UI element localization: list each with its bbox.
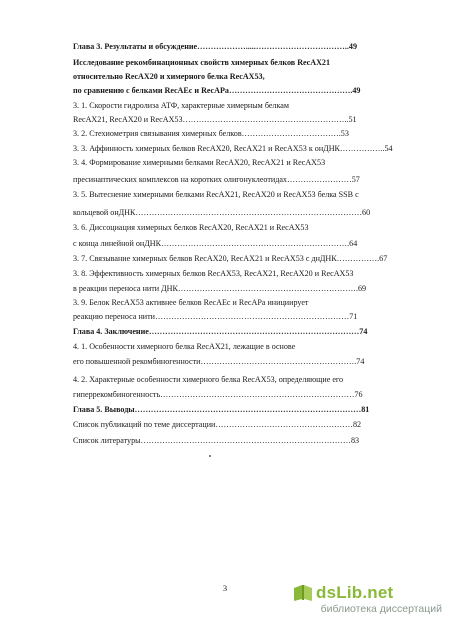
toc-entry: с конца линейной онДНК…………………………………………………………….64 xyxy=(73,239,358,248)
toc-entry: 3. 4. Формирование химерными белками RecAX20, RecAX21 и RecAX53 xyxy=(73,158,326,167)
toc-entry: 4. 2. Характерные особенности химерного белка RecAX53, определяющие его xyxy=(73,375,344,384)
toc-entry: Исследование рекомбинационных свойств химерных белков RecAX21 xyxy=(73,58,331,67)
toc-entry: Список публикаций по теме диссертации……………………………………………82 xyxy=(73,420,362,429)
toc-entry: 3. 1. Скорости гидролиза АТФ, характерные химерным белкам xyxy=(73,101,289,110)
toc-entry: по сравнению с белками RecAEc и RecAPa……………………………………….49 xyxy=(73,86,361,95)
toc-entry: 3. 7. Связывание химерных белков RecAX20, RecAX21 и RecAX53 с днДНК…………….67 xyxy=(73,254,388,263)
toc-entry: его повышенной рекомбиногенности………………………………………………….74 xyxy=(73,357,365,366)
toc-entry: 4. 1. Особенности химерного белка RecAX21, лежащие в основе xyxy=(73,342,296,351)
dslib-logo-icon xyxy=(292,584,314,602)
toc-entry: Глава 4. Заключение……………………………………………………………………74 xyxy=(73,327,368,336)
toc-entry: кольцевой онДНК…………………………………………………………………………60 xyxy=(73,208,371,217)
watermark-brand: dsLib.net xyxy=(316,583,394,602)
toc-entry: реакцию переноса нити………………………………………………………………71 xyxy=(73,312,358,321)
toc-entry: 3. 3. Аффинность химерных белков RecAX20, RecAX21 и RecAX53 к онДНК……………..54 xyxy=(73,144,393,153)
toc-entry: относительно RecAX20 и химерного белка RecAX53, xyxy=(73,72,265,81)
toc-entry: 3. 2. Стехиометрия связывания химерных белков……………………………….53 xyxy=(73,129,349,138)
toc-entry: пресинаптических комплексов на коротких олигонуклеотидах……………………57 xyxy=(73,175,360,184)
toc-entry: 3. 8. Эффективность химерных белков RecAX53, RecAX21, RecAX20 и RecAX53 xyxy=(73,269,354,278)
toc-entry: гиперрекомбиногенность………………………………………………………………76 xyxy=(73,390,363,399)
watermark-tagline: библиотека диссертаций xyxy=(320,603,442,615)
toc-entry: 3. 9. Белок RecAX53 активнее белков RecAEc и RecAPa инициирует xyxy=(73,298,309,307)
scan-speck xyxy=(209,455,211,457)
toc-entry: Глава 5. Выводы…………………………………………………………………………81 xyxy=(73,405,370,414)
toc-entry: 3. 5. Вытеснение химерными белками RecAX21, RecAX20 и RecAX53 белка SSB с xyxy=(73,190,359,199)
toc-entry: Список литературы……………………………………………………………………83 xyxy=(73,436,360,445)
toc-entry: RecAX21, RecAX20 и RecAX53……………………………………………………..51 xyxy=(73,115,357,124)
toc-entry: 3. 6. Диссоциация химерных белков RecAX20, RecAX21 и RecAX53 xyxy=(73,223,309,232)
page-number: 3 xyxy=(222,583,228,593)
toc-entry: в реакции переноса нити ДНК………………………………………………………….69 xyxy=(73,284,367,293)
watermark xyxy=(280,580,450,618)
toc-entry: Глава 3. Результаты и обсуждение……………….....……………………………..49 xyxy=(73,42,357,51)
